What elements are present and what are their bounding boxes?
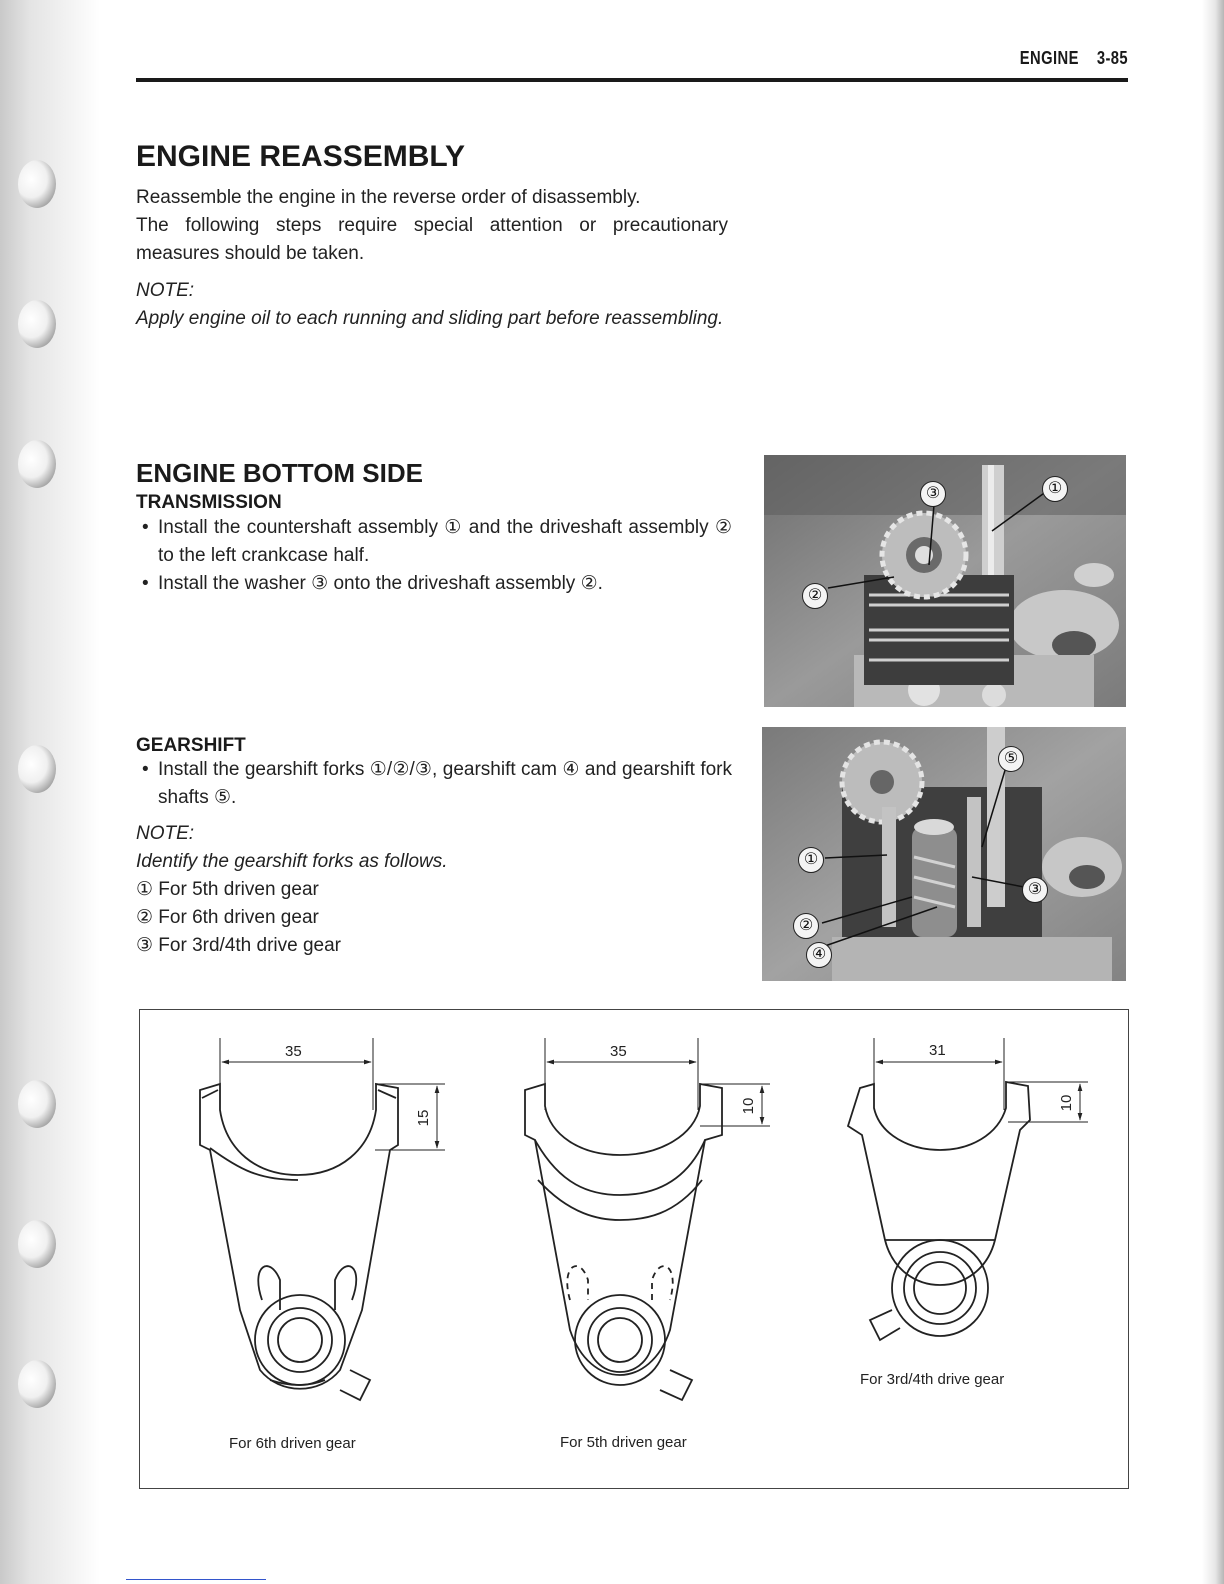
note-text: Apply engine oil to each running and sliding part before reassembling.: [136, 308, 724, 329]
photo1-callout-1: ①: [1042, 476, 1068, 502]
fork2-height-label: 10: [740, 1097, 757, 1115]
fork3-height-label: 10: [1058, 1094, 1075, 1112]
fork-6th-driven-drawing: [200, 1038, 445, 1400]
note-label: NOTE:: [136, 280, 195, 301]
fork-list-item-2: ② For 6th driven gear: [136, 907, 319, 928]
binder-hole: [18, 1360, 56, 1408]
fork-caption-6th: For 6th driven gear: [229, 1435, 356, 1452]
transmission-bullet-2: • Install the washer ③ onto the driveshaft assembly ②.: [142, 573, 603, 594]
fork-list-item-3: ③ For 3rd/4th drive gear: [136, 935, 342, 956]
fork1-height-label: 15: [415, 1109, 432, 1127]
fork-caption-3rd-4th: For 3rd/4th drive gear: [860, 1371, 1005, 1388]
binder-hole: [18, 1080, 56, 1128]
fork-drawings: [140, 1010, 1128, 1488]
bottom-link-underline: [126, 1579, 266, 1580]
gearshift-fork-diagram: [139, 1009, 1129, 1489]
fork1-width-label: 35: [285, 1043, 302, 1060]
page-edge-shadow: [1202, 0, 1224, 1584]
header-rule: [136, 78, 1128, 82]
header-section: ENGINE: [1019, 48, 1079, 68]
photo2-callout-2: ②: [793, 913, 819, 939]
binder-hole: [18, 745, 56, 793]
section-title-bottom-side: ENGINE BOTTOM SIDE: [136, 458, 423, 488]
fork3-width-label: 31: [929, 1042, 946, 1059]
photo1-callout-2: ②: [802, 583, 828, 609]
binder-hole: [18, 160, 56, 208]
page-header: [1002, 48, 1128, 69]
fork-caption-5th: For 5th driven gear: [560, 1434, 687, 1451]
transmission-photo: [764, 455, 1126, 707]
photo1-callout-3: ③: [920, 481, 946, 507]
fork-5th-driven-drawing: [525, 1038, 770, 1400]
gearshift-photo: [762, 727, 1126, 981]
fork2-width-label: 35: [610, 1043, 627, 1060]
gearshift-note-label: NOTE:: [136, 823, 195, 844]
gearshift-note-text: Identify the gearshift forks as follows.: [136, 851, 448, 872]
transmission-bullet-1: • Install the countershaft assembly ① and the driveshaft assembly ② to the left crankcase half.: [142, 517, 732, 566]
photo2-callout-1: ①: [798, 847, 824, 873]
binder-hole: [18, 1220, 56, 1268]
gearshift-bullet-1: • Install the gearshift forks ①/②/③, gearshift cam ④ and gearshift fork shafts ⑤.: [142, 759, 732, 808]
subsection-title-transmission: TRANSMISSION: [136, 492, 282, 513]
binder-hole: [18, 440, 56, 488]
page-title: ENGINE REASSEMBLY: [136, 140, 465, 173]
photo2-callout-5: ⑤: [998, 746, 1024, 772]
photo2-callout-4: ④: [806, 942, 832, 968]
intro-line-1: Reassemble the engine in the reverse order of disassembly.: [136, 187, 641, 208]
intro-line-2: The following steps require special attention or precautionary measures should be taken.: [136, 215, 728, 264]
fork-3rd-4th-drive-drawing: [848, 1038, 1088, 1340]
header-page-number: 3-85: [1096, 48, 1128, 68]
subsection-title-gearshift: GEARSHIFT: [136, 735, 246, 756]
photo2-callout-3: ③: [1022, 877, 1048, 903]
binder-edge: [0, 0, 100, 1584]
binder-hole: [18, 300, 56, 348]
fork-list-item-1: ① For 5th driven gear: [136, 879, 319, 900]
